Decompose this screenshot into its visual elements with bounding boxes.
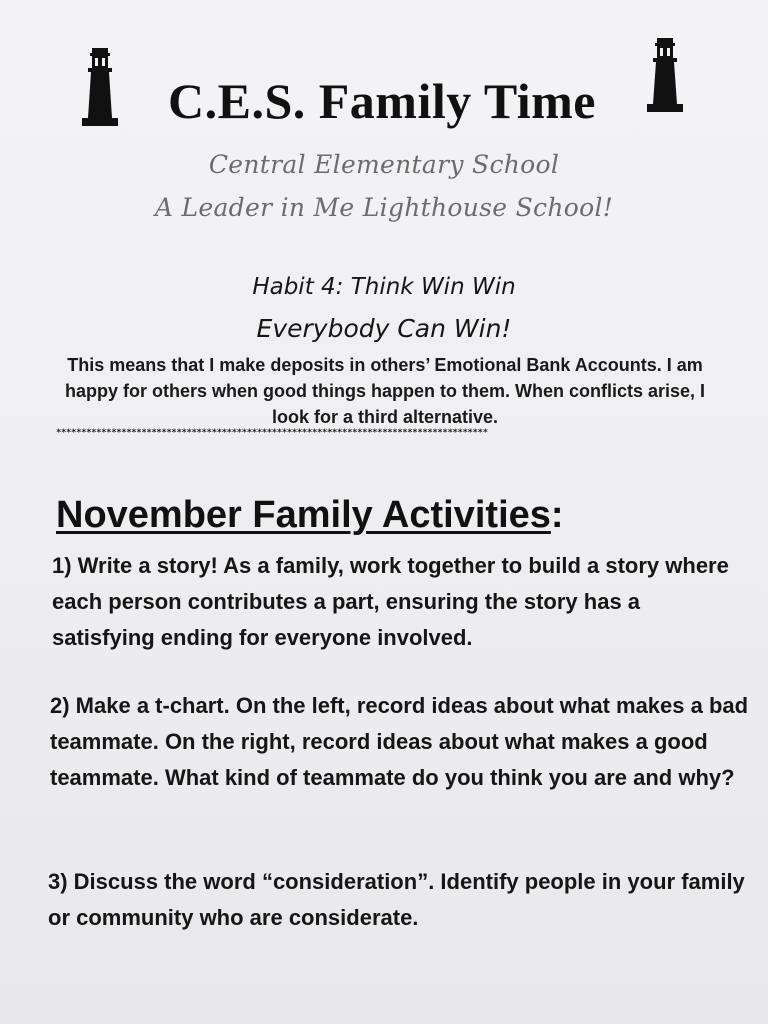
activities-heading-colon: : — [550, 494, 564, 536]
activity-item: 1) Write a story! As a family, work together to build a story where each person contributes a part, ensuring the story has a satisfying ending for everyone involved. — [52, 553, 729, 650]
habit-title: Habit 4: Think Win Win — [252, 274, 516, 300]
title-row — [0, 38, 768, 138]
habit-description: This means that I make deposits in others’ Emotional Bank Accounts. I am happy for others when good things happen to them. When conflicts arise, I look for a third alternative. — [64, 355, 706, 427]
habit-motto: Everybody Can Win! — [256, 314, 512, 343]
activity-item: 3) Discuss the word “consideration”. Identify people in your family or community who are considerate. — [48, 869, 745, 930]
page-title: C.E.S. Family Time — [167, 73, 597, 129]
activity-item: 2) Make a t-chart. On the left, record ideas about what makes a bad teammate. On the right, record ideas about what makes a good teammate. What kind of teammate do you think you are and why? — [50, 693, 749, 790]
activities-heading — [56, 494, 564, 537]
lighthouse-icon — [78, 48, 122, 126]
star-divider: ************************************************************************************** — [56, 428, 488, 438]
school-tagline: A Leader in Me Lighthouse School! — [154, 193, 614, 222]
activities-heading-text: November Family Activities — [56, 494, 551, 536]
school-name: Central Elementary School — [208, 150, 560, 179]
lighthouse-icon — [643, 38, 687, 112]
